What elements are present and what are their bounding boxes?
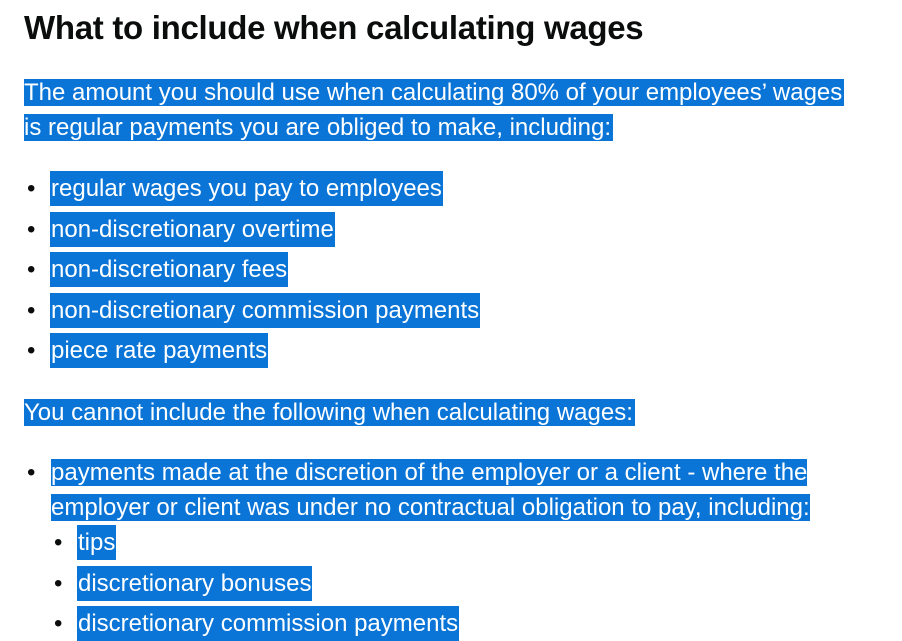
bullet-icon: •	[54, 610, 63, 637]
bullet-icon: •	[27, 337, 36, 364]
bullet-icon: •	[54, 569, 63, 597]
include-item-text: piece rate payments	[50, 333, 268, 368]
bullet-icon: •	[27, 215, 36, 243]
intro-line-2: is regular payments you are obliged to make, including:	[24, 114, 611, 141]
exclude-intro-text: You cannot include the following when calculating wages:	[24, 399, 633, 426]
exclude-item-line-1: payments made at the discretion of the employer or a client - where the	[51, 459, 808, 486]
exclude-paragraph	[24, 395, 635, 430]
exclude-item-text	[50, 455, 811, 525]
bullet-icon: •	[54, 529, 63, 556]
include-item-text: non-discretionary overtime	[50, 212, 335, 247]
exclude-sub-item-text: discretionary commission payments	[77, 606, 459, 641]
intro-line-1: The amount you should use when calculating 80% of your employees’ wages	[24, 79, 843, 106]
bullet-icon: •	[27, 296, 36, 324]
include-item-text: non-discretionary fees	[50, 252, 288, 287]
exclude-sub-item-text: discretionary bonuses	[77, 566, 312, 601]
include-item-text: non-discretionary commission payments	[50, 293, 480, 328]
page-heading: What to include when calculating wages	[24, 9, 644, 46]
bullet-icon: •	[27, 459, 36, 486]
bullet-icon: •	[27, 175, 36, 202]
bullet-icon: •	[27, 256, 36, 283]
intro-paragraph	[24, 75, 844, 145]
exclude-item-line-2: employer or client was under no contractual obligation to pay, including:	[51, 494, 810, 521]
include-item-text: regular wages you pay to employees	[50, 171, 443, 206]
exclude-sub-item-text: tips	[77, 525, 116, 560]
